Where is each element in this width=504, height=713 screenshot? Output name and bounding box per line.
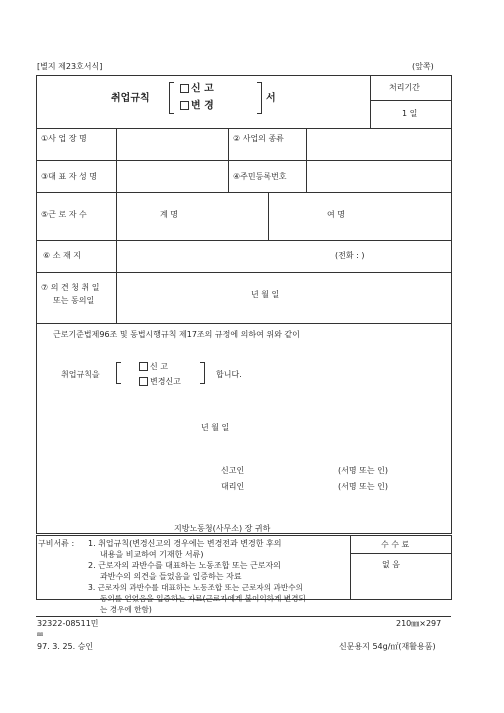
workplace-name-label: ①사 업 장 명	[41, 134, 87, 143]
processing-period-label: 처리기간	[389, 83, 420, 92]
reporter-signature: (서명 또는 인)	[338, 466, 388, 475]
required-doc-1-cont: 내용을 비교하여 기재한 서류)	[100, 550, 204, 559]
body-option-change: 변경신고	[139, 377, 181, 386]
unit-mark: ㎜	[37, 631, 44, 638]
form-title-prefix: 취업규칙	[111, 93, 150, 104]
form-frame	[36, 75, 452, 534]
male-count-label: 계 명	[160, 210, 178, 219]
title-option-report: 신 고	[180, 84, 214, 95]
resident-number-label: ④주민등록번호	[233, 172, 287, 181]
legal-statement: 근로기준법제96조 및 동법시행규칙 제17조의 규정에 의하여 위와 같이	[53, 330, 300, 339]
body-bracket-right	[200, 362, 205, 384]
page-side-label: (앞쪽)	[412, 62, 434, 71]
processing-period-value: 1 일	[402, 109, 418, 118]
paper-spec: 신문용지 54g/㎡(재활용품)	[339, 642, 436, 651]
required-doc-1: 1. 취업규칙(변경신고의 경우에는 변경전과 변경한 후의	[88, 539, 282, 548]
title-option-change: 변 경	[180, 101, 214, 112]
body-option-report: 신 고	[139, 362, 168, 371]
fee-label: 수 수 료	[381, 540, 410, 549]
phone-label: (전화 : )	[335, 251, 365, 260]
opinion-date-value: 년 월 일	[251, 290, 280, 299]
checkbox-icon	[180, 84, 189, 93]
business-type-label: ② 사업의 종류	[233, 134, 284, 143]
required-docs-label: 구비서류 :	[38, 539, 75, 548]
paper-size: 210㎜×297	[396, 619, 442, 628]
fee-value: 없 음	[382, 560, 400, 569]
opinion-date-label: ⑦ 의 견 청 취 일	[41, 283, 100, 292]
required-doc-3: 3. 근로자의 과반수를 대표하는 노동조합 또는 근로자의 과반수의	[88, 583, 303, 592]
required-doc-3-cont2: 는 경우에 한함)	[100, 605, 152, 614]
consent-date-label: 또는 동의일	[53, 296, 95, 305]
worker-count-label: ⑤근 로 자 수	[41, 210, 87, 219]
agent-label: 대리인	[221, 482, 245, 491]
form-number: [별지 제23호서식]	[37, 62, 103, 71]
agent-signature: (서명 또는 인)	[338, 482, 388, 491]
statement-suffix: 합니다.	[216, 370, 242, 379]
location-label: ⑥ 소 재 지	[43, 251, 81, 260]
title-bracket-right	[257, 82, 262, 114]
checkbox-icon	[180, 101, 189, 110]
rules-label: 취업규칙을	[61, 370, 100, 379]
reporter-label: 신고인	[221, 466, 245, 475]
checkbox-icon	[139, 377, 148, 386]
title-bracket-left	[169, 82, 174, 114]
addressee: 지방노동청(사무소) 장 귀하	[174, 524, 271, 533]
representative-name-label: ③대 표 자 성 명	[41, 172, 97, 181]
required-doc-3-cont: 동의를 얻었음을 입증하는 자료(근로자에게 불이익하게 변경되	[100, 594, 306, 603]
approval-date: 97. 3. 25. 승인	[37, 642, 94, 651]
female-count-label: 여 명	[327, 210, 345, 219]
required-doc-2: 2. 근로자의 과반수를 대표하는 노동조합 또는 근로자의	[88, 561, 281, 570]
form-title-suffix: 서	[266, 93, 276, 104]
body-bracket-left	[116, 362, 121, 384]
submission-date: 년 월 일	[201, 423, 230, 432]
required-doc-2-cont: 과반수의 의견을 들었음을 입증하는 자료	[100, 572, 242, 581]
form-code: 32322-08511민	[37, 619, 99, 628]
checkbox-icon	[139, 362, 148, 371]
